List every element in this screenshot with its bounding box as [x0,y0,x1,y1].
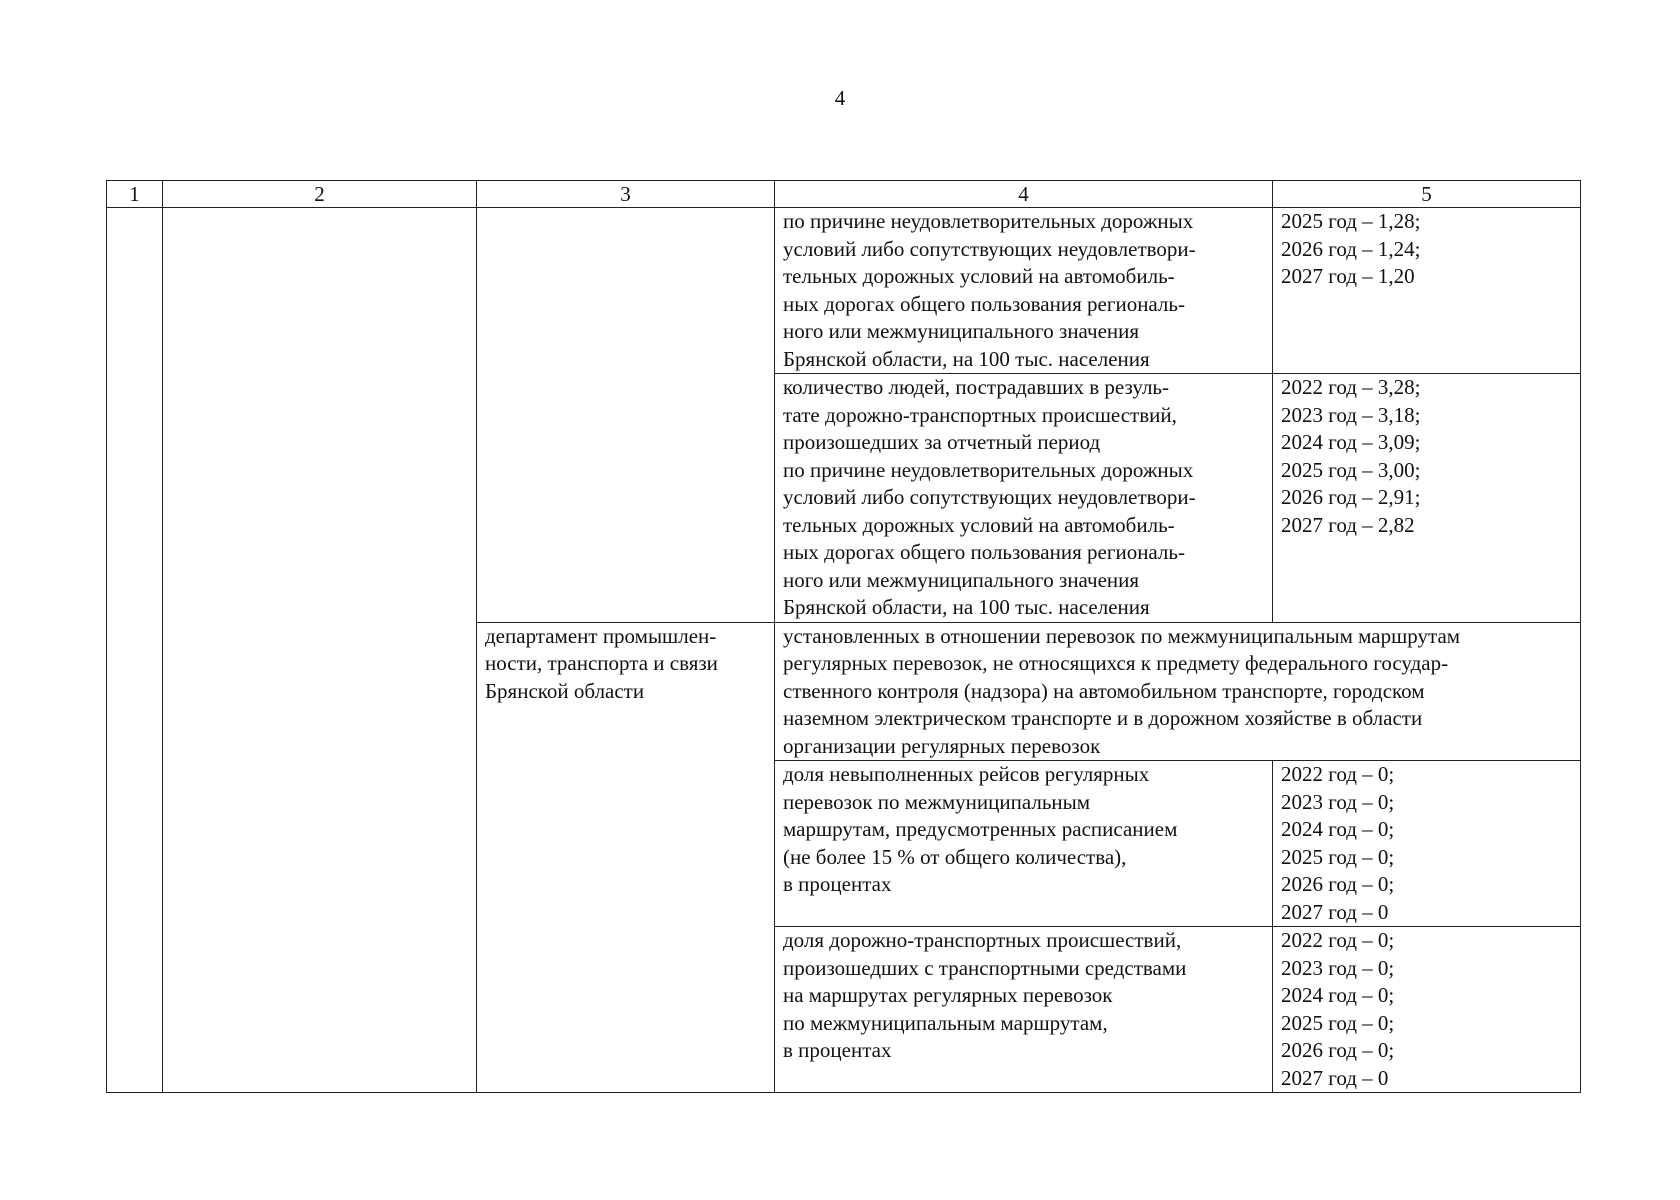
indicator-line: ного или межмуниципального значения [783,567,1140,592]
column-1-cell [107,208,163,1093]
target-value: 2026 год – 2,91; [1281,485,1421,509]
target-value: 2022 год – 0; [1281,762,1395,786]
indicator-cell [775,374,1273,623]
target-values-cell [1273,761,1581,927]
department-cell [477,622,775,1093]
indicator-line: в процентах [783,872,892,896]
indicators-table [106,180,1581,1093]
indicator-line: ных дорогах общего пользования региональ- [783,540,1185,564]
indicator-cell [775,927,1273,1093]
target-values-cell [1273,927,1581,1093]
indicator-line: (не более 15 % от общего количества), [783,844,1127,869]
indicator-line: на маршрутах регулярных перевозок [783,983,1113,1007]
indicator-line: ного или межмуниципального значения [783,319,1140,343]
target-value: 2025 год – 0; [1281,1010,1395,1035]
target-value: 2026 год – 0; [1281,1038,1395,1062]
indicator-line: тате дорожно-транспортных происшествий, [783,402,1177,427]
indicator-cell [775,761,1273,927]
indicator-line: произошедших за отчетный период [783,430,1101,454]
target-value: 2024 год – 3,09; [1281,430,1421,454]
column-header: 3 [477,181,775,208]
section-text-line: ственного контроля (надзора) на автомобильном транспорте, городском [783,678,1425,703]
target-values-cell [1273,208,1581,374]
department-line: департамент промышлен- [485,623,717,648]
indicator-line: тельных дорожных условий на автомобиль- [783,512,1175,537]
indicator-line: по причине неудовлетворительных дорожных [783,457,1194,482]
section-text-cell [775,622,1581,761]
target-value: 2023 год – 0; [1281,955,1395,980]
column-2-cell [163,208,477,1093]
indicator-line: по причине неудовлетворительных дорожных [783,209,1194,233]
column-header: 2 [163,181,477,208]
indicator-line: Брянской области, на 100 тыс. населения [783,346,1150,371]
indicator-line: условий либо сопутствующих неудовлетвори- [783,236,1196,261]
column-header: 4 [775,181,1273,208]
indicator-line: маршрутам, предусмотренных расписанием [783,817,1178,841]
column-header: 1 [107,181,163,208]
target-value: 2024 год – 0; [1281,817,1395,841]
indicator-line: доля дорожно-транспортных происшествий, [783,928,1182,952]
indicator-cell [775,208,1273,374]
target-value: 2027 год – 1,20 [1281,264,1415,288]
indicator-line: произошедших с транспортными средствами [783,955,1187,980]
section-text-line: установленных в отношении перевозок по межмуниципальным маршрутам [783,623,1461,648]
indicator-line: доля невыполненных рейсов регулярных [783,762,1150,786]
target-value: 2022 год – 3,28; [1281,375,1421,399]
target-value: 2025 год – 0; [1281,844,1395,869]
section-text-line: организации регулярных перевозок [783,733,1101,758]
indicator-line: количество людей, пострадавших в резуль- [783,375,1169,399]
target-value: 2026 год – 1,24; [1281,236,1421,261]
indicator-line: в процентах [783,1038,892,1062]
target-value: 2027 год – 0 [1281,899,1389,924]
department-line: Брянской области [485,678,645,703]
section-text-line: регулярных перевозок, не относящихся к предмету федерального государ- [783,651,1449,675]
target-value: 2025 год – 3,00; [1281,457,1421,482]
table-row [107,208,1581,374]
indicator-line: ных дорогах общего пользования региональ- [783,291,1185,316]
page-number: 4 [834,86,846,110]
target-value: 2024 год – 0; [1281,983,1395,1007]
target-value: 2026 год – 0; [1281,872,1395,896]
section-text-line: наземном электрическом транспорте и в дорожном хозяйстве в области [783,706,1423,730]
indicator-line: тельных дорожных условий на автомобиль- [783,264,1175,288]
department-line: ности, транспорта и связи [485,651,718,675]
indicator-line: по межмуниципальным маршрутам, [783,1010,1108,1035]
column-header: 5 [1273,181,1581,208]
target-value: 2023 год – 0; [1281,789,1395,814]
target-value: 2027 год – 0 [1281,1065,1389,1090]
target-value: 2025 год – 1,28; [1281,209,1421,233]
column-numbers-row [107,181,1581,208]
target-values-cell [1273,374,1581,623]
indicator-line: Брянской области, на 100 тыс. населения [783,595,1150,619]
target-value: 2027 год – 2,82 [1281,512,1415,537]
target-value: 2022 год – 0; [1281,928,1395,952]
indicator-line: перевозок по межмуниципальным [783,789,1091,814]
indicator-line: условий либо сопутствующих неудовлетвори- [783,485,1196,509]
target-value: 2023 год – 3,18; [1281,402,1421,427]
column-3-cell [477,208,775,623]
